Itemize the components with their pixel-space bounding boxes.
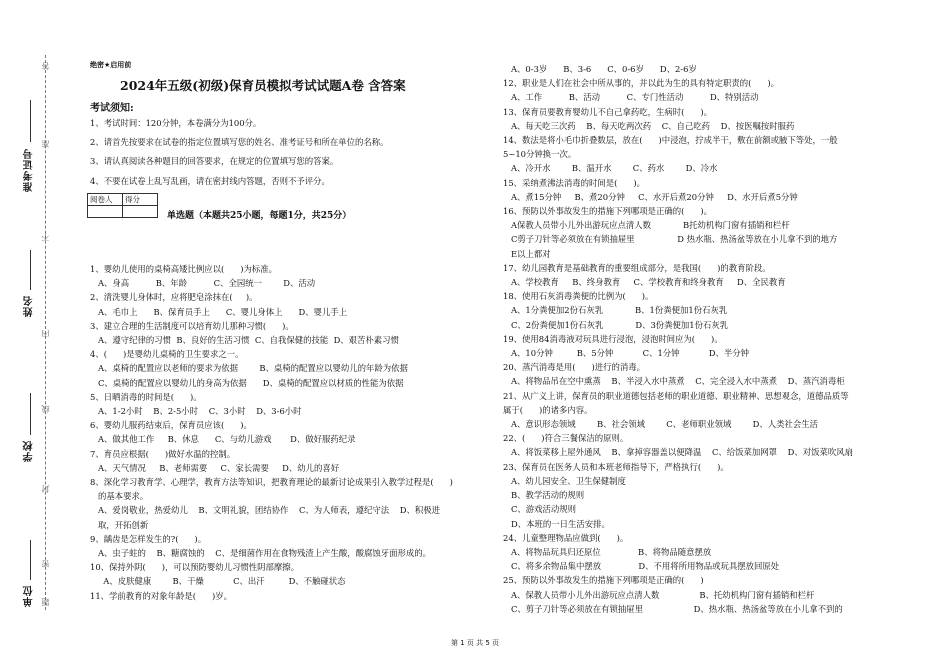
score-label: 得分 — [123, 194, 158, 206]
seal-mark: 准 — [41, 140, 50, 148]
grader-cell[interactable] — [88, 206, 123, 218]
grader-label: 阅卷人 — [88, 194, 123, 206]
question-line: A、将饭菜移上屋外通风 B、拿掉容器盖以便降温 C、给饭菜加网罩 D、对饭菜吹风扇 — [503, 447, 854, 458]
score-cell[interactable] — [123, 206, 158, 218]
question-line: 22、( )符合三餐保洁的原则。 — [503, 433, 629, 444]
question-line: 9、龋齿是怎样发生的?( )。 — [90, 533, 207, 544]
question-line: A、幼儿园安全、卫生保健制度 — [503, 475, 626, 486]
question-line: 7、育员应根据( )做好水温的控制。 — [90, 448, 236, 459]
seal-mark: 封 — [41, 485, 50, 493]
left-question-column — [90, 262, 490, 603]
seal-mark: 内 — [41, 330, 50, 338]
question-line: A、保教人员带小儿外出游玩应点清人数 B、托幼机构门窗有插销和栏杆 — [503, 589, 815, 600]
question-line: A保教人员带小儿外出游玩应点清人数 B托幼机构门窗有插销和栏杆 — [503, 220, 790, 231]
question-line: 5~10分钟换一次。 — [503, 149, 577, 160]
section-title: 单选题（本题共25小题，每题1分，共25分） — [167, 211, 352, 221]
question-line: 16、预防以外事故发生的措施下列哪项是正确的( )。 — [503, 206, 713, 217]
question-line: A、虫子蛀的 B、糖腐蚀的 C、是细菌作用在食物残渣上产生酸，酸腐蚀牙面形成的。 — [90, 548, 432, 559]
question-line: A、煮15分钟 B、煮20分钟 C、水开后煮20分钟 D、水开后煮5分钟 — [503, 191, 798, 202]
question-line: 14、数法是将小毛巾折叠数层，放在( )中浸泡，拧成半干，敷在前额或腋下等处，一般 — [503, 135, 838, 146]
question-line: 5、日晒消毒的时间是( )。 — [90, 391, 202, 402]
notice-item: 2、请首先按要求在试卷的指定位置填写您的姓名、准考证号和所在单位的名称。 — [90, 137, 389, 148]
question-line: A、天气情况 B、老师需要 C、家长需要 D、幼儿的喜好 — [90, 462, 340, 473]
question-line: 6、婴幼儿服药结束后，保育员应该( )。 — [90, 420, 252, 431]
question-line: C、桌椅的配置应以婴幼儿的身高为依据 D、桌椅的配置应以材质的性能为依据 — [90, 377, 404, 388]
question-line: 25、预防以外事故发生的措施下列哪项是正确的( ) — [503, 575, 704, 586]
question-line: C、游戏活动规则 — [503, 504, 577, 515]
ticket-number-line — [30, 100, 31, 142]
question-line: A、学校教育 B、终身教育 C、学校教育和终身教育 D、全民教育 — [503, 277, 786, 288]
notice-item: 1、考试时间：120分钟，本卷满分为100分。 — [90, 118, 262, 128]
question-line: A、做其他工作 B、休息 C、与幼儿游戏 D、做好服药纪录 — [90, 434, 356, 445]
school-label: 学校 — [24, 440, 35, 462]
question-line: 属于( )的诸多内容。 — [503, 404, 593, 415]
question-line: 24、儿童整理物品应做到( )。 — [503, 532, 629, 543]
name-line — [30, 250, 31, 290]
question-line: 20、蒸汽消毒是用( )进行的消毒。 — [503, 362, 646, 373]
question-line: 17、幼儿园教育是基础教育的重要组成部分，是我国( )的教育阶段。 — [503, 262, 771, 273]
question-line: E以上都对 — [503, 248, 551, 259]
question-line: A、冷开水 B、温开水 C、药水 D、冷水 — [503, 163, 718, 174]
question-line: 10、保持外阴( )，可以预防婴幼儿习惯性阴部摩擦。 — [90, 562, 300, 573]
question-line: A、每天吃三次药 B、每天吃两次药 C、自己吃药 D、按医嘱按时服药 — [503, 120, 795, 131]
right-question-column — [503, 62, 903, 616]
question-line: 8、深化学习教育学、心理学，教育方法等知识，把教育理论的最新讨论成果引入教学过程是( ) — [90, 477, 453, 488]
question-line: C、2份粪便加1份石灰乳 D、3份粪便加1份石灰乳 — [503, 319, 729, 330]
question-line: A、将物品吊在空中熏蒸 B、半浸入水中蒸煮 C、完全浸入水中蒸煮 D、蒸汽消毒柜 — [503, 376, 845, 387]
notice-heading: 考试须知: — [90, 103, 134, 114]
question-line: A、毛巾上 B、保育员手上 C、婴儿身体上 D、婴儿手上 — [90, 306, 348, 317]
question-line: C、将多余物品集中摆放 D、不用将所用物品或玩具摆放回原处 — [503, 561, 780, 572]
question-line: 1、婴幼儿使用的桌椅高矮比例应以( )为标准。 — [90, 264, 277, 274]
question-line: 的基本要求。 — [90, 491, 149, 502]
question-line: A、1-2小时 B、2-5小时 C、3小时 D、3-6小时 — [90, 406, 302, 417]
question-line: A、10分钟 B、5分钟 C、1分钟 D、半分钟 — [503, 348, 750, 359]
question-line: A、0-3岁 B、3-6 C、0-6岁 D、2-6岁 — [503, 64, 697, 74]
question-line: A、意识形态领域 B、社会领域 C、老师职业领域 D、人类社会生活 — [503, 419, 818, 430]
question-line: 18、使用石灰消毒粪便的比例为( )。 — [503, 291, 654, 302]
question-line: C剪子刀针等必须放在有锁抽屉里 D 热水瓶、热汤盆等放在小儿拿不到的地方 — [503, 234, 838, 245]
question-line: 12、职业是人们在社会中所从事的，并以此为生的具有特定职责的( )。 — [503, 78, 780, 89]
question-line: A、1分粪便加2份石灰乳 B、1份粪便加1份石灰乳 — [503, 305, 728, 316]
question-line: C、剪子刀针等必须放在有锁抽屉里 D、热水瓶、热汤盆等放在小儿拿不到的 — [503, 603, 843, 614]
question-line: A、工作 B、活动 C、专门性活动 D、特别活动 — [503, 92, 759, 103]
question-line: A、皮肤健康 B、干燥 C、出汗 D、不触碰状态 — [90, 576, 346, 587]
unit-line — [30, 540, 31, 580]
seal-mark: 答 — [41, 62, 50, 70]
question-line: A、遵守纪律的习惯 B、良好的生活习惯 C、自我保健的技能 D、艰苦朴素习惯 — [90, 335, 399, 346]
notice-item: 3、请认真阅读各种题目的回答要求，在规定的位置填写您的答案。 — [90, 156, 339, 167]
notice-item: 4、不要在试卷上乱写乱画，请在密封线内答题，否则不予评分。 — [90, 175, 330, 186]
unit-label: 单位 — [24, 585, 35, 607]
question-line: 4、( )是婴幼儿桌椅的卫生要求之一。 — [90, 349, 244, 360]
question-line: D、本班的一日生活安排。 — [503, 518, 610, 529]
question-line: 2、清洗婴儿身体时，应将肥皂涂抹在( )。 — [90, 292, 258, 303]
question-line: 11、学前教育的对象年龄是( )岁。 — [90, 590, 233, 601]
seal-mark: 线 — [41, 405, 50, 413]
question-line: 19、使用84消毒液对玩具进行浸泡，浸泡时间应为( )。 — [503, 333, 723, 344]
question-line: 取，开拓创新 — [90, 519, 149, 530]
question-line: 21、从广义上讲，保育员的职业道德包括老师的职业道德、职业精神、思想观念，道德品质等 — [503, 390, 849, 401]
ticket-number-label: 准考证号 — [24, 148, 35, 192]
question-line: A、桌椅的配置应以老师的要求为依据 B、桌椅的配置应以婴幼儿的年龄为依据 — [90, 363, 408, 374]
page-footer: 第 1 页 共 5 页 — [450, 639, 500, 647]
question-line: A、将物品玩具归还原位 B、将物品随意摆放 — [503, 546, 712, 557]
question-line: B、教学活动的规则 — [503, 490, 585, 501]
school-line — [30, 393, 31, 435]
question-line: A、爱岗敬业，热爱幼儿 B、文明礼貌，团结协作 C、为人师表，遵纪守法 D、积极进 — [90, 505, 441, 516]
name-label: 姓名 — [24, 295, 35, 317]
question-line: A、身高 B、年龄 C、全园统一 D、活动 — [90, 278, 316, 289]
seal-mark: 密 — [41, 560, 50, 568]
score-table — [87, 193, 158, 218]
secret-marker: 绝密★启用前 — [90, 61, 132, 69]
question-line: 13、保育员要教育婴幼儿不自己拿药吃，生病时( )。 — [503, 106, 713, 117]
notice-list — [90, 116, 485, 188]
page-title: 2024年五级(初级)保育员模拟考试试题A卷 含答案 — [120, 78, 406, 93]
seal-mark: 不 — [41, 233, 50, 241]
question-line: 23、保育员在医务人员和本班老师指导下，严格执行( )。 — [503, 461, 729, 472]
question-line: 3、建立合理的生活制度可以培育幼儿那种习惯( )。 — [90, 320, 294, 331]
seal-mark: 题 — [41, 598, 50, 606]
question-line: 15、采纳煮沸法消毒的时间是( )。 — [503, 177, 646, 188]
